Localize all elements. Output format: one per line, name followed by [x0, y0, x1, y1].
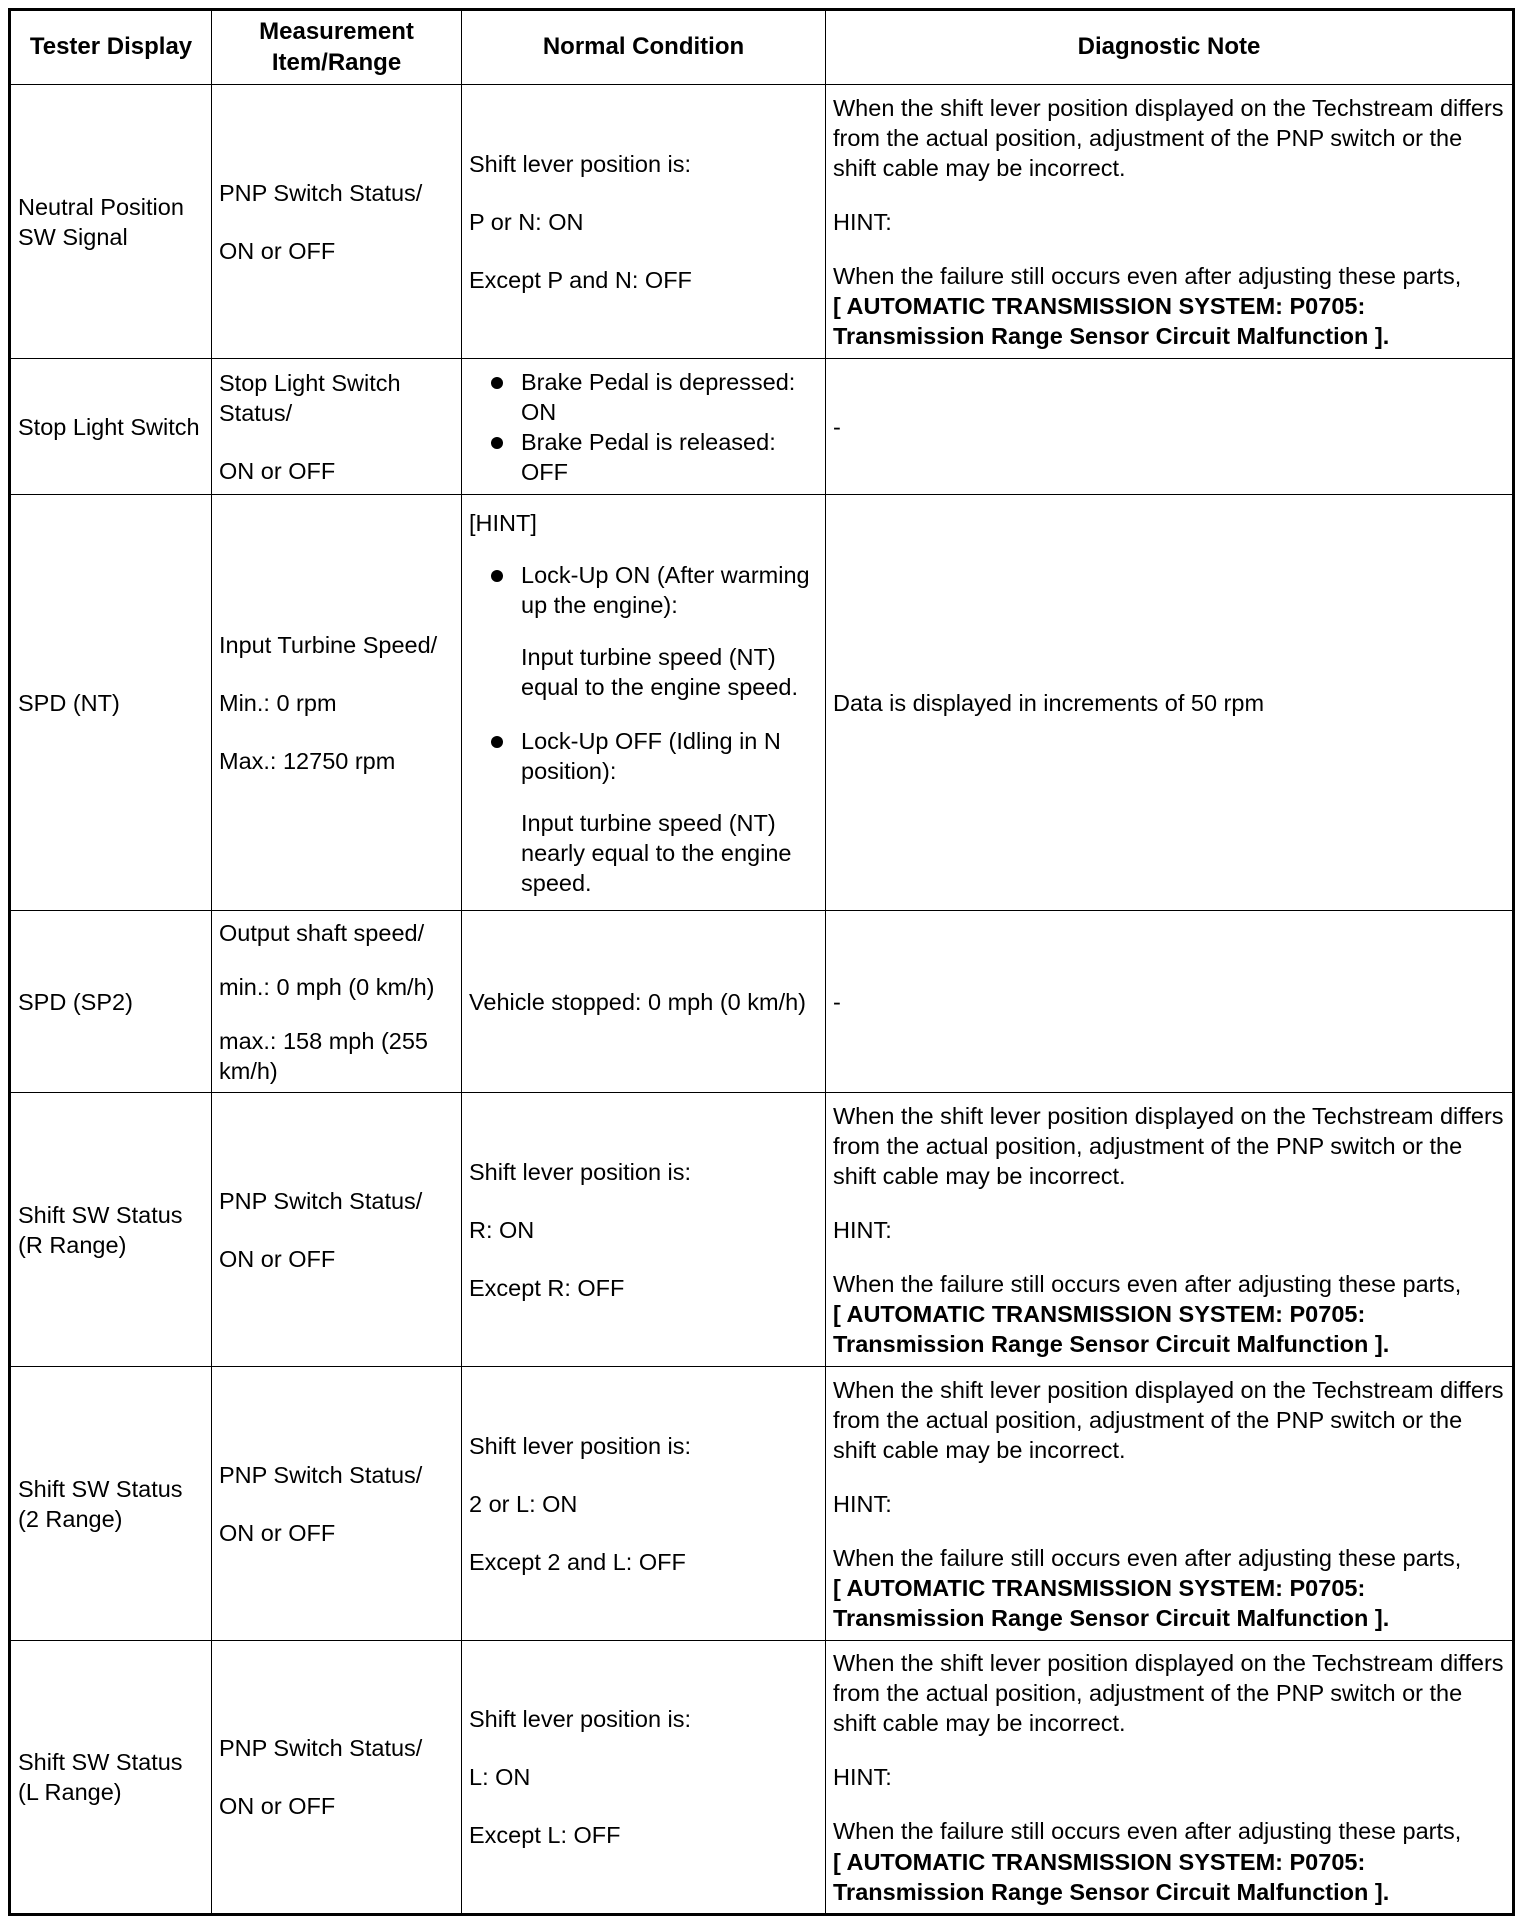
bullet-icon: [491, 377, 503, 389]
normal-condition-cell: [462, 495, 826, 911]
note-text: When the failure still occurs even after adjusting these parts,: [833, 1818, 1462, 1845]
measurement-line: max.: 158 mph (255 km/h): [219, 1027, 428, 1085]
note-hint: HINT:: [833, 1216, 892, 1243]
condition-bullet-list: [469, 367, 818, 487]
measurement-line: Output shaft speed/: [219, 919, 425, 946]
tester-display-cell: Stop Light Switch: [10, 359, 212, 495]
normal-condition-cell: Vehicle stopped: 0 mph (0 km/h): [462, 911, 826, 1093]
condition-line: P or N: ON: [469, 208, 584, 235]
measurement-cell: [212, 85, 462, 359]
note-reference-link[interactable]: [ AUTOMATIC TRANSMISSION SYSTEM: P0705: Transmission Range Sensor Circuit Malfunction ].: [833, 1848, 1390, 1905]
condition-bullet-text: Brake Pedal is released: OFF: [521, 428, 776, 486]
note-reference-link[interactable]: [ AUTOMATIC TRANSMISSION SYSTEM: P0705: Transmission Range Sensor Circuit Malfunction ].: [833, 293, 1390, 350]
bullet-icon: [491, 736, 503, 748]
tester-display-cell: Shift SW Status (2 Range): [10, 1367, 212, 1641]
tester-display-cell: Shift SW Status (L Range): [10, 1641, 212, 1915]
measurement-line: Max.: 12750 rpm: [219, 747, 396, 774]
measurement-line: ON or OFF: [219, 1793, 336, 1820]
diagnostic-note-cell: -: [826, 911, 1514, 1093]
diagnostic-note-cell: [826, 1093, 1514, 1367]
table-row: [10, 495, 1514, 911]
tester-display-cell: SPD (NT): [10, 495, 212, 911]
condition-bullet-text: Lock-Up ON (After warming up the engine):: [521, 561, 810, 618]
note-text: When the failure still occurs even after adjusting these parts,: [833, 1270, 1462, 1297]
measurement-cell: [212, 1093, 462, 1367]
table-row: [10, 1641, 1514, 1915]
list-item: [469, 560, 818, 702]
condition-line: R: ON: [469, 1216, 535, 1243]
header-measurement: Measurement Item/Range: [212, 10, 462, 85]
condition-line: Except L: OFF: [469, 1822, 621, 1849]
list-item: [469, 367, 818, 427]
header-diagnostic-note: Diagnostic Note: [826, 10, 1514, 85]
note-text: When the shift lever position displayed on the Techstream differs from the actual position, adjustment of the PNP switch or the shift cable may be incorrect.: [833, 94, 1504, 181]
measurement-cell: [212, 495, 462, 911]
list-item: [469, 427, 818, 487]
measurement-cell: [212, 1367, 462, 1641]
table-row: [10, 359, 1514, 495]
bullet-icon: [491, 437, 503, 449]
table-row: [10, 1093, 1514, 1367]
list-item: [469, 726, 818, 898]
measurement-line: min.: 0 mph (0 km/h): [219, 973, 435, 1000]
bullet-icon: [491, 570, 503, 582]
normal-condition-cell: [462, 359, 826, 495]
condition-line: Shift lever position is:: [469, 1432, 692, 1459]
condition-line: 2 or L: ON: [469, 1490, 578, 1517]
measurement-cell: [212, 911, 462, 1093]
measurement-cell: [212, 1641, 462, 1915]
condition-line: Shift lever position is:: [469, 150, 692, 177]
diagnostic-note-cell: [826, 1641, 1514, 1915]
note-hint: HINT:: [833, 208, 892, 235]
tester-display-cell: Neutral Position SW Signal: [10, 85, 212, 359]
tester-display-cell: Shift SW Status (R Range): [10, 1093, 212, 1367]
note-text: When the shift lever position displayed on the Techstream differs from the actual position, adjustment of the PNP switch or the shift cable may be incorrect.: [833, 1102, 1504, 1189]
measurement-line: PNP Switch Status/: [219, 179, 423, 206]
normal-condition-cell: [462, 1641, 826, 1915]
measurement-line: ON or OFF: [219, 457, 336, 484]
note-hint: HINT:: [833, 1764, 892, 1791]
condition-bullet-list: [469, 560, 818, 899]
measurement-line: PNP Switch Status/: [219, 1735, 423, 1762]
diagnostic-note-cell: -: [826, 359, 1514, 495]
measurement-line: PNP Switch Status/: [219, 1187, 423, 1214]
measurement-cell: [212, 359, 462, 495]
normal-condition-cell: [462, 1367, 826, 1641]
normal-condition-cell: [462, 85, 826, 359]
condition-detail: Input turbine speed (NT) equal to the engine speed.: [521, 643, 799, 700]
table-row: [10, 1367, 1514, 1641]
measurement-line: ON or OFF: [219, 1519, 336, 1546]
measurement-line: ON or OFF: [219, 237, 336, 264]
measurement-line: ON or OFF: [219, 1245, 336, 1272]
condition-line: Except 2 and L: OFF: [469, 1548, 686, 1575]
condition-bullet-text: Brake Pedal is depressed: ON: [521, 368, 796, 425]
header-tester-display: Tester Display: [10, 10, 212, 85]
table-row: [10, 85, 1514, 359]
note-reference-link[interactable]: [ AUTOMATIC TRANSMISSION SYSTEM: P0705: Transmission Range Sensor Circuit Malfunction ].: [833, 1301, 1390, 1358]
condition-hint: [HINT]: [469, 509, 537, 536]
data-list-table: [8, 8, 1515, 1916]
note-text: When the failure still occurs even after adjusting these parts,: [833, 1544, 1462, 1571]
condition-line: Shift lever position is:: [469, 1158, 692, 1185]
measurement-line: Min.: 0 rpm: [219, 689, 337, 716]
note-text: When the shift lever position displayed on the Techstream differs from the actual position, adjustment of the PNP switch or the shift cable may be incorrect.: [833, 1376, 1504, 1463]
note-text: When the failure still occurs even after adjusting these parts,: [833, 262, 1462, 289]
diagnostic-note-cell: Data is displayed in increments of 50 rpm: [826, 495, 1514, 911]
note-hint: HINT:: [833, 1490, 892, 1517]
condition-line: L: ON: [469, 1764, 531, 1791]
measurement-line: Stop Light Switch Status/: [219, 369, 401, 426]
condition-line: Shift lever position is:: [469, 1706, 692, 1733]
condition-bullet-text: Lock-Up OFF (Idling in N position):: [521, 727, 781, 785]
note-text: When the shift lever position displayed on the Techstream differs from the actual position, adjustment of the PNP switch or the shift cable may be incorrect.: [833, 1650, 1504, 1737]
normal-condition-cell: [462, 1093, 826, 1367]
data-list-document: [8, 8, 1512, 1905]
table-header-row: [10, 10, 1514, 85]
condition-line: Except P and N: OFF: [469, 266, 692, 293]
table-row: [10, 911, 1514, 1093]
tester-display-cell: SPD (SP2): [10, 911, 212, 1093]
measurement-line: Input Turbine Speed/: [219, 631, 438, 658]
header-normal-condition: Normal Condition: [462, 10, 826, 85]
note-reference-link[interactable]: [ AUTOMATIC TRANSMISSION SYSTEM: P0705: Transmission Range Sensor Circuit Malfunction ].: [833, 1575, 1390, 1632]
measurement-line: PNP Switch Status/: [219, 1461, 423, 1488]
diagnostic-note-cell: [826, 85, 1514, 359]
condition-line: Except R: OFF: [469, 1274, 625, 1301]
condition-detail: Input turbine speed (NT) nearly equal to the engine speed.: [521, 810, 792, 897]
diagnostic-note-cell: [826, 1367, 1514, 1641]
